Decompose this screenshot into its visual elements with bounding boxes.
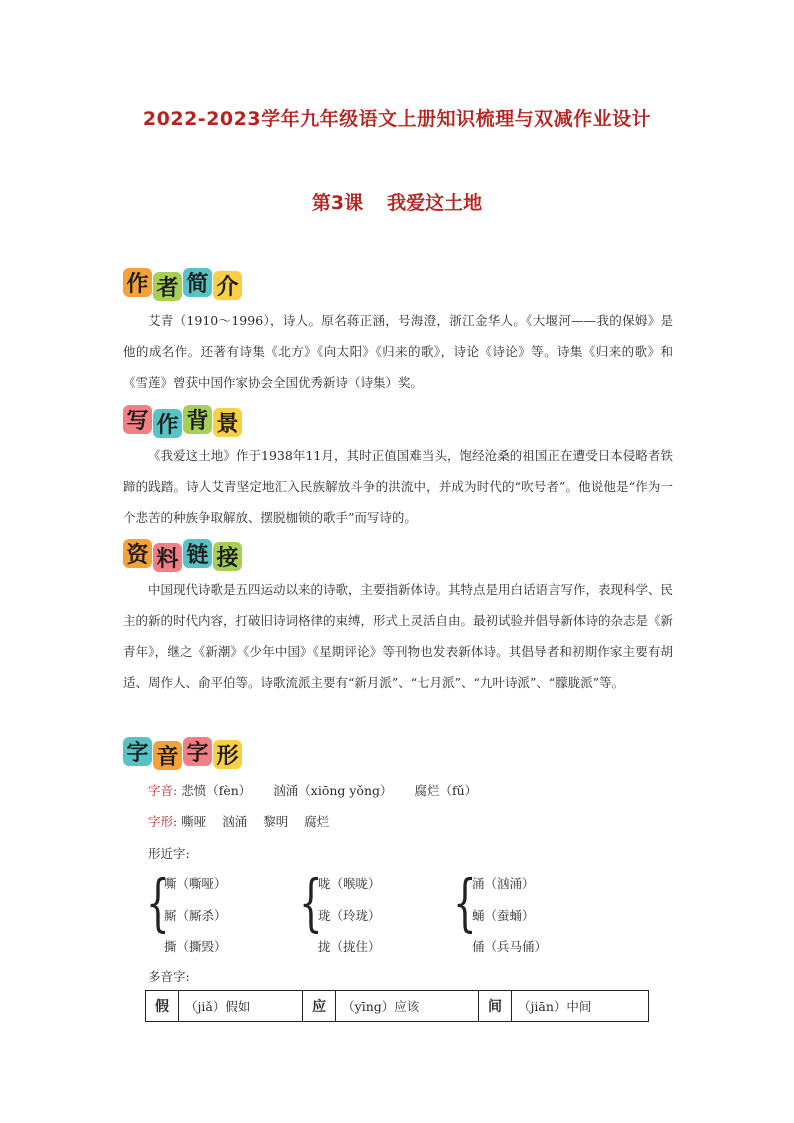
form-line <box>148 812 341 830</box>
header-tile: 字 <box>183 737 212 766</box>
similar-label: 形近字: <box>148 846 190 861</box>
similar-char: 涌（汹涌） <box>472 876 535 891</box>
form-item: 嘶哑 <box>181 814 207 829</box>
header-tile: 作 <box>123 268 152 297</box>
form-label: 字形: <box>148 814 178 829</box>
header-tile: 形 <box>213 740 242 769</box>
header-tile: 背 <box>183 405 212 434</box>
brace-icon: { <box>299 866 323 939</box>
pronunciation-label: 字音: <box>148 783 178 798</box>
header-tile: 链 <box>183 539 212 568</box>
pronunciation-item: 腐烂（fǔ） <box>414 783 478 798</box>
header-tile: 者 <box>153 272 182 301</box>
header-tile: 简 <box>183 268 212 297</box>
section-header-background <box>123 405 243 439</box>
header-tile: 字 <box>123 737 152 766</box>
author-paragraph: 艾青（1910～1996），诗人。原名蒋正涵，号海澄，浙江金华人。《大堰河——我的保姆》是他的成名作。还著有诗集《北方》《向太阳》《归来的歌》，诗论《诗论》等。诗集《归来的歌》和《雪莲》曾获中国作家协会全国优秀新诗（诗集）奖。 <box>123 313 673 390</box>
section-header-chars <box>123 737 243 771</box>
section-header-author <box>123 268 243 302</box>
similar-char: 撕（撕毁） <box>164 939 227 954</box>
lesson-name: 我爱这土地 <box>387 192 483 214</box>
similar-char: 俑（兵马俑） <box>472 939 548 954</box>
section-header-links <box>123 539 243 573</box>
header-tile: 音 <box>153 741 182 770</box>
similar-char: 珑（玲珑） <box>318 908 381 923</box>
pronunciation-line <box>148 781 495 799</box>
similar-char: 咙（喉咙） <box>318 876 381 891</box>
table-cell-char: 间 <box>479 991 512 1022</box>
poly-label: 多音字: <box>148 969 190 984</box>
brace-icon: { <box>453 866 477 939</box>
header-tile: 接 <box>213 542 242 571</box>
polyphone-table <box>145 990 649 1022</box>
similar-char: 嘶（嘶哑） <box>164 876 227 891</box>
brace-icon: { <box>146 866 170 939</box>
table-row <box>146 991 649 1022</box>
lesson-title <box>0 188 794 215</box>
header-tile: 写 <box>123 405 152 434</box>
table-cell-char: 应 <box>303 991 336 1022</box>
header-tile: 景 <box>213 408 242 437</box>
table-cell-reading: （yīng）应该 <box>336 991 479 1022</box>
background-paragraph: 《我爱这土地》作于1938年11月，其时正值国难当头，饱经沧桑的祖国正在遭受日本侵略者铁蹄的践踏。诗人艾青坚定地汇入民族解放斗争的洪流中，并成为时代的“吹号者”。他说他是“作为一个悲苦的种族争取解放、摆脱枷锁的歌手”而写诗的。 <box>123 448 673 525</box>
form-item: 腐烂 <box>304 814 330 829</box>
table-cell-reading: （jiǎ）假如 <box>179 991 303 1022</box>
pronunciation-item: 汹涌（xiōng yǒng） <box>273 783 393 798</box>
table-cell-char: 假 <box>146 991 179 1022</box>
similar-char: 厮（厮杀） <box>164 908 227 923</box>
header-tile: 介 <box>213 271 242 300</box>
lesson-number: 第3课 <box>311 192 364 214</box>
pronunciation-item: 悲愤（fèn） <box>181 783 252 798</box>
form-item: 汹涌 <box>222 814 248 829</box>
links-paragraph: 中国现代诗歌是五四运动以来的诗歌，主要指新体诗。其特点是用白话语言写作，表现科学、民主的新的时代内容，打破旧诗词格律的束缚，形式上灵活自由。最初试验并倡导新体诗的杂志是《新青年》，继之《新潮》《少年中国》《星期评论》等刊物也发表新体诗。其倡导者和初期作家主要有胡适、周作人、俞平伯等。诗歌流派主要有“新月派”、“七月派”、“九叶诗派”、“朦胧派”等。 <box>123 582 674 690</box>
similar-char: 蛹（蚕蛹） <box>472 908 535 923</box>
poly-label-line <box>148 967 190 985</box>
header-tile: 作 <box>153 409 182 438</box>
page-title: 2022-2023学年九年级语文上册知识梳理与双减作业设计 <box>142 108 652 130</box>
form-item: 黎明 <box>263 814 289 829</box>
similar-char: 拢（拢住） <box>318 939 381 954</box>
similar-label-line <box>148 844 190 862</box>
header-tile: 资 <box>123 539 152 568</box>
table-cell-reading: （jiān）中间 <box>512 991 649 1022</box>
header-tile: 料 <box>153 543 182 572</box>
